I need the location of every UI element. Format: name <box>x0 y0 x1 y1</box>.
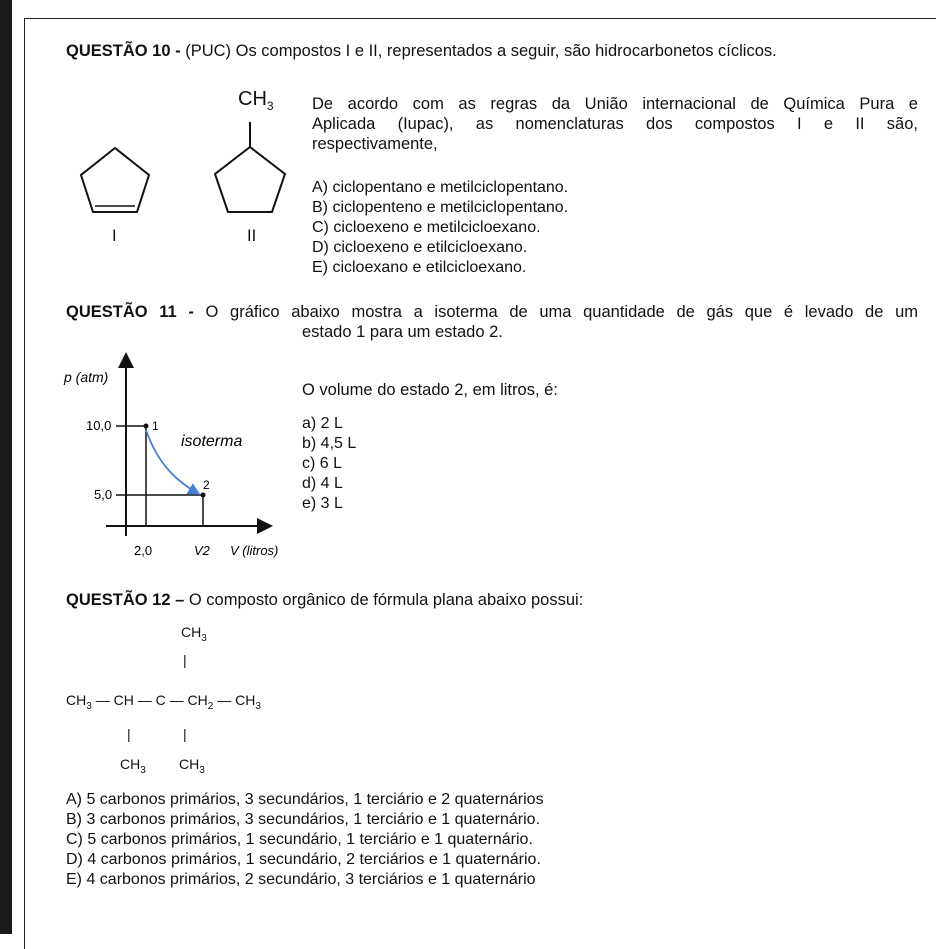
formula-vbond-right: | <box>183 726 187 742</box>
q12-title: QUESTÃO 12 – <box>66 591 185 609</box>
bond-1: — <box>95 692 110 708</box>
ch2-group <box>187 692 214 712</box>
q10-options <box>312 178 568 278</box>
compound-1-structure <box>70 140 170 240</box>
ch3-text: CH <box>120 756 141 772</box>
q10-intro: (PUC) Os compostos I e II, representados a seguir, são hidrocarbonetos cíclicos. <box>185 42 777 60</box>
ch-group: CH <box>113 692 134 708</box>
ch3-text: CH <box>181 624 202 640</box>
ch3-text: CH <box>235 692 256 708</box>
q11-intro-line2: estado 1 para um estado 2. <box>302 323 503 341</box>
q10-text-line1: De acordo com as regras da União internacional de Química Pura e <box>312 95 918 113</box>
q11-option-b[interactable]: b) 4,5 L <box>302 435 357 452</box>
formula-top-ch3 <box>181 624 207 644</box>
q11-heading <box>66 302 918 322</box>
formula-main-chain <box>66 692 261 712</box>
q12-options <box>66 790 544 890</box>
q12-option-e[interactable]: E) 4 carbonos primários, 2 secundário, 3 terciários e 1 quaternário <box>66 871 536 888</box>
q10-option-a[interactable]: A) ciclopentano e metilciclopentano. <box>312 179 569 196</box>
q12-option-b[interactable]: B) 3 carbonos primários, 3 secundários, 1 terciário e 1 quaternário. <box>66 811 541 828</box>
x-axis-label: V (litros) <box>230 543 279 558</box>
ch3-text: CH <box>66 692 87 708</box>
q11-options <box>302 414 356 514</box>
state-2-point <box>201 493 206 498</box>
ch3-right <box>235 692 261 712</box>
subscript-3: 3 <box>199 764 205 776</box>
q12-intro: O composto orgânico de fórmula plana abaixo possui: <box>188 591 584 609</box>
point-1-label: 1 <box>152 419 159 433</box>
ch3-left <box>66 692 92 712</box>
q11-option-a[interactable]: a) 2 L <box>302 415 343 432</box>
y-tick-10: 10,0 <box>86 418 112 433</box>
q10-title: QUESTÃO 10 - <box>66 42 181 60</box>
subscript-3: 3 <box>201 632 207 644</box>
q11-option-e[interactable]: e) 3 L <box>302 495 343 512</box>
subscript-2: 2 <box>207 700 214 712</box>
q10-text-line3: respectivamente, <box>312 135 438 153</box>
q10-heading <box>66 42 777 61</box>
x-tick-2: 2,0 <box>134 543 153 558</box>
y-tick-5: 5,0 <box>94 487 113 502</box>
q10-option-e[interactable]: E) cicloexano e etilcicloexano. <box>312 259 527 276</box>
ch3-text: CH <box>179 756 200 772</box>
state-1-point <box>144 424 149 429</box>
y-axis-label: p (atm) <box>64 369 109 385</box>
q10-text-line2: Aplicada (Iupac), as nomenclaturas dos compostos I e II são, <box>312 115 918 133</box>
subscript-3: 3 <box>266 99 274 113</box>
q11-intro-line1: O gráfico abaixo mostra a isoterma de uma quantidade de gás que é levado de um <box>205 303 918 321</box>
ch-text: CH <box>238 88 267 110</box>
q12-option-d[interactable]: D) 4 carbonos primários, 1 secundário, 2 terciários e 1 quaternário. <box>66 851 541 868</box>
compound-2-structure <box>210 95 300 245</box>
subscript-3: 3 <box>140 764 146 776</box>
left-edge-bar <box>0 0 12 934</box>
point-2-label: 2 <box>203 478 210 492</box>
formula-bottom-ch3-left <box>120 756 146 776</box>
compound-1-label: I <box>112 227 117 245</box>
q11-title: QUESTÃO 11 - <box>66 303 194 321</box>
x-tick-v2: V2 <box>194 543 210 558</box>
q11-option-c[interactable]: c) 6 L <box>302 455 343 472</box>
compound-2-ch3 <box>238 88 274 113</box>
q12-option-c[interactable]: C) 5 carbonos primários, 1 secundário, 1 terciário e 1 quaternário. <box>66 831 533 848</box>
curve-label: isoterma <box>181 433 243 450</box>
bond-4: — <box>217 692 232 708</box>
q11-question: O volume do estado 2, em litros, é: <box>302 381 558 399</box>
q10-option-d[interactable]: D) cicloexeno e etilcicloexano. <box>312 239 528 256</box>
q12-option-a[interactable]: A) 5 carbonos primários, 3 secundários, 1 terciário e 2 quaternários <box>66 791 544 808</box>
q10-option-c[interactable]: C) cicloexeno e metilcicloexano. <box>312 219 541 236</box>
formula-bottom-ch3-right <box>179 756 205 776</box>
bond-3: — <box>169 692 184 708</box>
bond-2: — <box>137 692 152 708</box>
formula-vbond-left: | <box>127 726 131 742</box>
ch2-text: CH <box>187 692 208 708</box>
q11-option-d[interactable]: d) 4 L <box>302 475 343 492</box>
subscript-3: 3 <box>86 700 92 712</box>
q12-heading <box>66 590 583 610</box>
subscript-3: 3 <box>255 700 261 712</box>
formula-vbond-top: | <box>183 652 187 668</box>
q10-option-b[interactable]: B) ciclopenteno e metilciclopentano. <box>312 199 569 216</box>
c-group: C <box>155 692 166 708</box>
isotherm-chart <box>60 350 300 565</box>
compound-2-label: II <box>247 227 257 245</box>
